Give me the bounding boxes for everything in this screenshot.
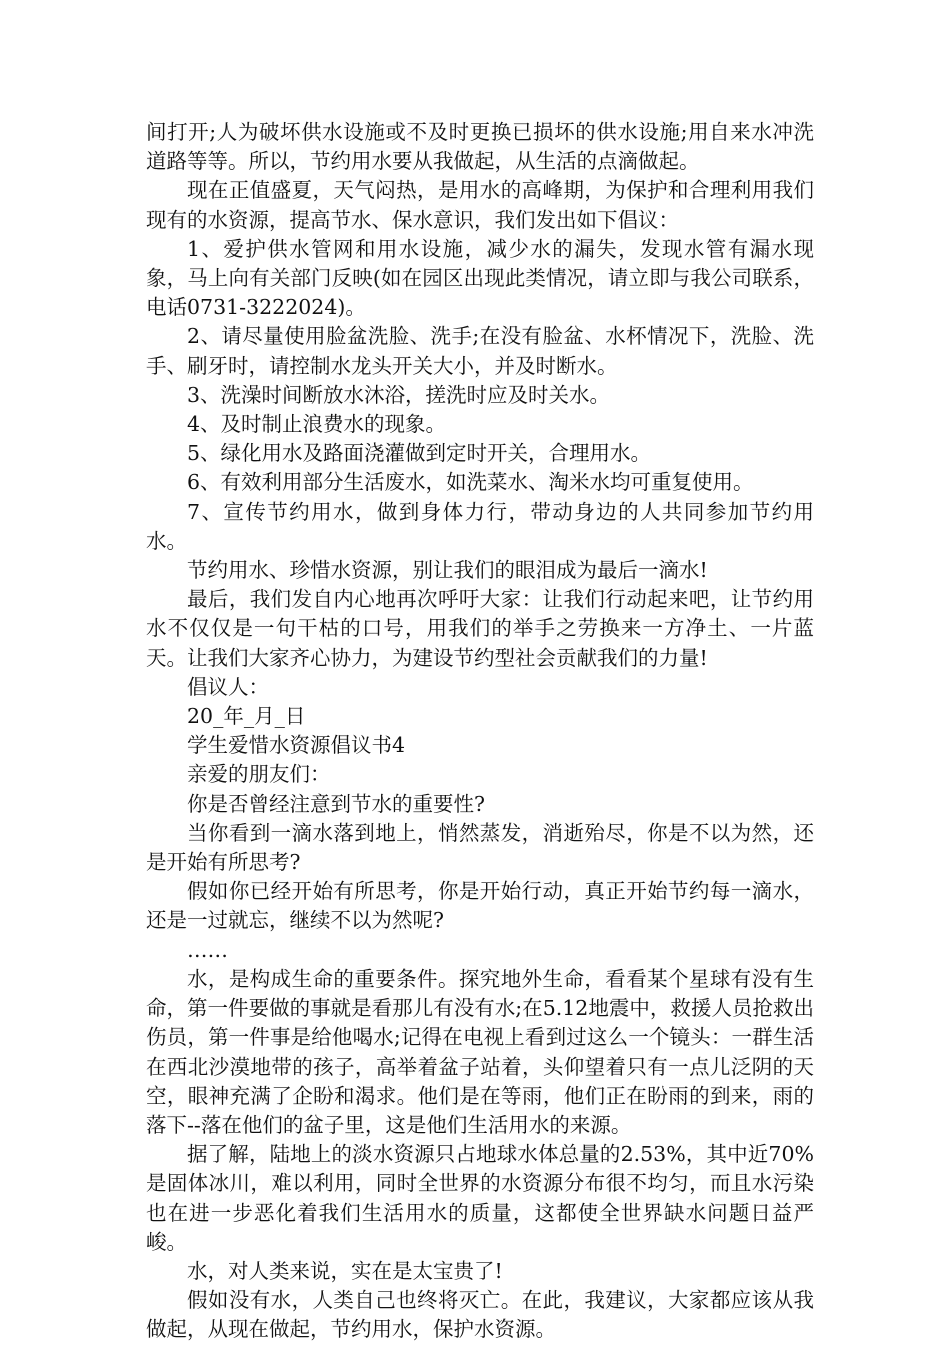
ellipsis-line: ……: [187, 937, 228, 962]
paragraph-continuation: 间打开;人为破坏供水设施或不及时更换已损坏的供水设施;用自来水冲洗道路等等。所以，节约用水要从我做起，从生活的点滴做起。: [146, 120, 814, 174]
proposal-item-4: 4、及时制止浪费水的现象。: [187, 412, 447, 437]
signature-date: 20_年_月_日: [187, 704, 306, 729]
paragraph-closing-appeal: 最后，我们发自内心地再次呼吁大家：让我们行动起来吧，让节约用水不仅仅是一句干枯的口号，用我们的举手之劳换来一方净土、一片蓝天。让我们大家齐心协力，为建设节约型社会贡献我们的力量!: [146, 587, 814, 670]
proposal-item-3: 3、洗澡时间断放水沐浴，搓洗时应及时关水。: [187, 382, 611, 407]
paragraph-question-3: 假如你已经开始有所思考，你是开始行动，真正开始节约每一滴水，还是一过就忘，继续不以为然呢?: [146, 879, 814, 933]
paragraph-intro-proposal: 现在正值盛夏，天气闷热，是用水的高峰期，为保护和合理利用我们现有的水资源，提高节水、保水意识，我们发出如下倡议：: [146, 178, 814, 232]
paragraph-water-life: 水，是构成生命的重要条件。探究地外生命，看看某个星球有没有生命，第一件要做的事就是看那儿有没有水;在5.12地震中，救援人员抢救出伤员，第一件事是给他喝水;记得在电视上看到过这么一个镜头：一群生活在西北沙漠地带的孩子，高举着盆子站着，头仰望着只有一点儿泛阴的天空，眼神充满了企盼和渴求。他们是在等雨，他们正在盼雨的到来，雨的落下--落在他们的盆子里，这是他们生活用水的来源。: [146, 966, 814, 1137]
proposal-item-6: 6、有效利用部分生活废水，如洗菜水、淘米水均可重复使用。: [187, 470, 754, 495]
paragraph-final-suggestion: 假如没有水，人类自己也终将灭亡。在此，我建议，大家都应该从我做起，从现在做起，节约用水，保护水资源。: [146, 1288, 814, 1342]
proposal-item-1: 1、爱护供水管网和用水设施，减少水的漏失，发现水管有漏水现象，马上向有关部门反映(如在园区出现此类情况，请立即与我公司联系，电话0731-3222024)。: [146, 236, 814, 320]
paragraph-water-statistics: 据了解，陆地上的淡水资源只占地球水体总量的2.53%，其中近70%是固体冰川，难以利用，同时全世界的水资源分布很不均匀，而且水污染也在进一步恶化着我们生活用水的质量，这都使全世界缺水问题日益严峻。: [146, 1142, 814, 1254]
paragraph-question-1: 你是否曾经注意到节水的重要性?: [187, 791, 485, 816]
proposal-item-7: 7、宣传节约用水，做到身体力行，带动身边的人共同参加节约用水。: [146, 499, 814, 553]
section-title: 学生爱惜水资源倡议书4: [187, 733, 406, 758]
signature-proposer: 倡议人：: [187, 674, 269, 699]
paragraph-water-precious: 水，对人类来说，实在是太宝贵了!: [187, 1258, 503, 1283]
salutation: 亲爱的朋友们：: [187, 762, 331, 787]
proposal-item-5: 5、绿化用水及路面浇灌做到定时开关，合理用水。: [187, 441, 652, 466]
document-page: [146, 118, 814, 1345]
paragraph-question-2: 当你看到一滴水落到地上，悄然蒸发，消逝殆尽，你是不以为然，还是开始有所思考?: [146, 820, 814, 875]
paragraph-slogan: 节约用水、珍惜水资源，别让我们的眼泪成为最后一滴水!: [187, 558, 708, 583]
proposal-item-2: 2、请尽量使用脸盆洗脸、洗手;在没有脸盆、水杯情况下，洗脸、洗手、刷牙时，请控制水龙头开关大小，并及时断水。: [146, 324, 814, 378]
